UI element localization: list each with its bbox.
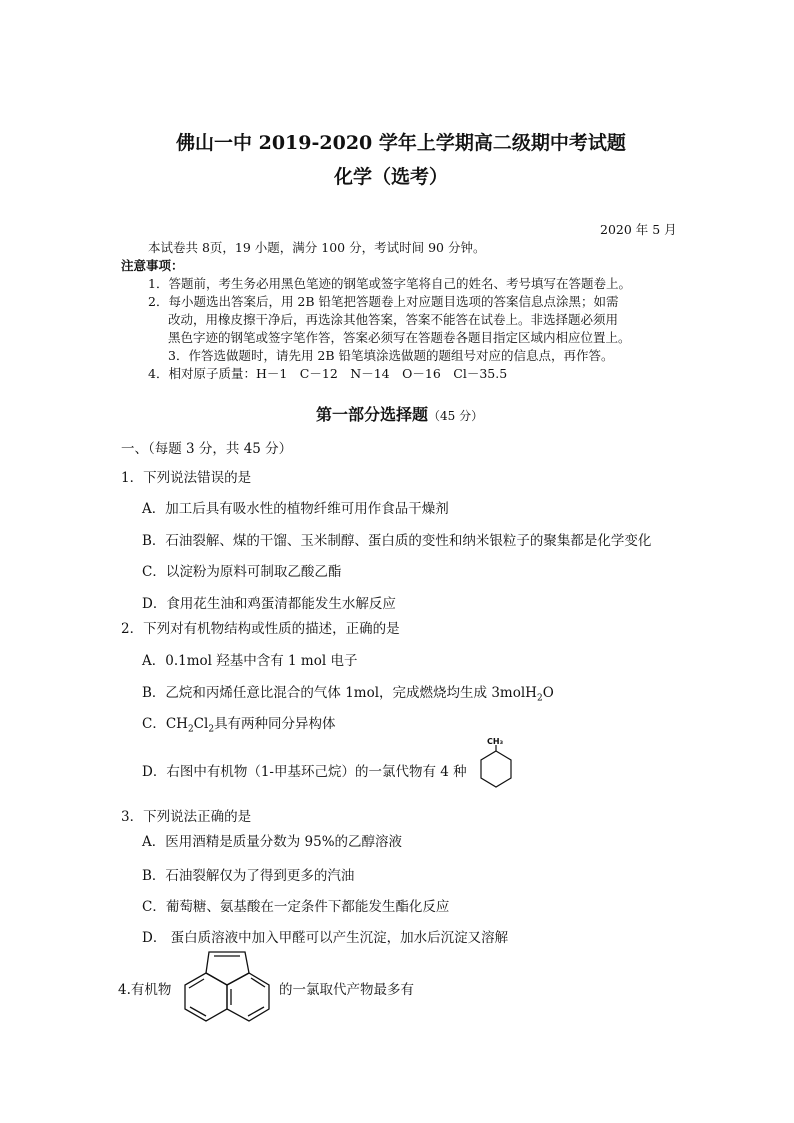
part1-title-text: 第一部分选择题 xyxy=(316,405,429,424)
question-2-stem: 2．下列对有机物结构或性质的描述，正确的是 xyxy=(121,621,400,637)
question-3-option-a: A．医用酒精是质量分数为 95%的乙醇溶液 xyxy=(142,834,403,850)
subscript: 2 xyxy=(536,693,543,704)
exam-date: 2020 年 5 月 xyxy=(600,222,677,237)
question-4-tail: 的一氯取代产物最多有 xyxy=(279,982,414,998)
question-3-option-d: D． 蛋白质溶液中加入甲醛可以产生沉淀，加水后沉淀又溶解 xyxy=(142,930,509,946)
section-heading: 一、（每题 3 分，共 45 分） xyxy=(121,441,293,457)
exam-title: 佛山一中 2019-2020 学年上学期高二级期中考试题 xyxy=(176,132,626,154)
exam-subject: 化学（选考） xyxy=(334,166,449,188)
formula-part: Cl xyxy=(193,716,209,732)
part1-score: （45 分） xyxy=(428,409,484,423)
question-1-option-b: B．石油裂解、煤的干馏、玉米制醇、蛋白质的变性和纳米银粒子的聚集都是化学变化 xyxy=(142,533,652,549)
question-3-stem: 3．下列说法正确的是 xyxy=(121,809,252,825)
question-1-option-a: A．加工后具有吸水性的植物纤维可用作食品干燥剂 xyxy=(142,501,449,517)
note-item: 3．作答选做题时，请先用 2B 铅笔填涂选做题的题组号对应的信息点，再作答。 xyxy=(168,348,614,363)
question-4-lead: 4.有机物 xyxy=(118,982,172,998)
note-item: 4．相对原子质量：H－1 C－12 N－14 O－16 Cl－35.5 xyxy=(148,366,508,381)
formula-part: C．CH xyxy=(142,716,188,732)
note-item: 改动，用橡皮擦干净后，再选涂其他答案，答案不能答在试卷上。非选择题必须用 xyxy=(168,312,619,327)
note-item: 2．每小题选出答案后，用 2B 铅笔把答题卷上对应题目选项的答案信息点涂黑；如需 xyxy=(148,294,619,309)
question-2-option-a: A．0.1mol 羟基中含有 1 mol 电子 xyxy=(142,653,358,669)
methylcyclohexane-structure-icon xyxy=(470,745,520,795)
option-b-tail: O xyxy=(542,685,554,701)
question-2-option-d: D．右图中有机物（1-甲基环己烷）的一氯代物有 4 种 xyxy=(142,764,467,780)
notes-heading: 注意事项： xyxy=(121,258,184,273)
subscript: 2 xyxy=(187,724,194,735)
ch3-label: CH₃ xyxy=(487,737,504,746)
acenaphthylene-structure-icon xyxy=(185,945,275,1025)
part1-title xyxy=(316,402,483,425)
question-2-option-c xyxy=(142,712,336,735)
subscript: 2 xyxy=(208,724,215,735)
question-1-option-c: C．以淀粉为原料可制取乙酸乙酯 xyxy=(142,564,342,580)
exam-summary: 本试卷共 8页，19 小题，满分 100 分，考试时间 90 分钟。 xyxy=(148,240,486,255)
note-item: 1．答题前，考生务必用黑色笔迹的钢笔或签字笔将自己的姓名、考号填写在答题卷上。 xyxy=(148,276,631,291)
question-1-stem: 1．下列说法错误的是 xyxy=(121,470,252,486)
note-item: 黑色字迹的钢笔或签字笔作答，答案必须写在答题卷各题目指定区域内相应位置上。 xyxy=(168,330,631,345)
option-b-text: B．乙烷和丙烯任意比混合的气体 1mol，完成燃烧均生成 3molH xyxy=(142,685,537,701)
question-1-option-d: D．食用花生油和鸡蛋清都能发生水解反应 xyxy=(142,596,396,612)
question-3-option-c: C．葡萄糖、氨基酸在一定条件下都能发生酯化反应 xyxy=(142,899,450,915)
option-c-tail: 具有两种同分异构体 xyxy=(214,716,336,732)
question-3-option-b: B．石油裂解仅为了得到更多的汽油 xyxy=(142,868,355,884)
question-2-option-b xyxy=(142,681,554,704)
